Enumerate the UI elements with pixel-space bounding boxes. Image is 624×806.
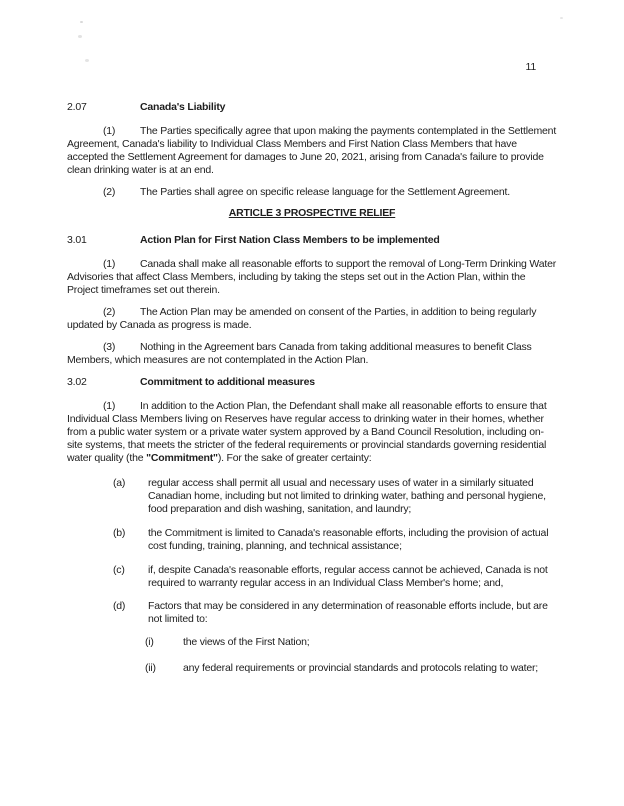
sublist-item-i xyxy=(67,636,557,649)
paragraph-3-02-1 xyxy=(67,400,557,465)
paragraph-text: Canada shall make all reasonable efforts to support the removal of Long-Term Drinking Water Advisories that affect Class Members, including by taking the steps set out in the Action Plan, within the Project timeframes set out therein. xyxy=(67,258,557,296)
paragraph-3-01-2 xyxy=(67,306,557,332)
scan-speck xyxy=(78,35,82,38)
paragraph-text: The Parties shall agree on specific release language for the Settlement Agreement. xyxy=(140,186,510,198)
sublist-item-ii xyxy=(67,662,557,675)
section-number: 3.02 xyxy=(67,376,87,388)
section-3-02-heading xyxy=(67,376,557,389)
list-item-text: Factors that may be considered in any determination of reasonable efforts include, but are not limited to: xyxy=(148,600,548,625)
list-item-marker: (b) xyxy=(113,527,126,539)
paragraph-2-07-2 xyxy=(67,186,557,199)
scan-speck xyxy=(560,17,563,19)
paragraph-marker: (3) xyxy=(103,341,116,353)
list-item-text: the Commitment is limited to Canada's reasonable efforts, including the provision of actual cost funding, training, planning, and technical assistance; xyxy=(148,527,549,552)
section-number: 3.01 xyxy=(67,234,87,246)
section-3-01-heading xyxy=(67,234,557,247)
list-item-text: regular access shall permit all usual and necessary uses of water in a similarly situated Canadian home, including but not limited to drinking water, bathing and personal hygiene, food preparation and dish washing, sanitation, and laundry; xyxy=(148,477,546,515)
list-item-marker: (c) xyxy=(113,564,125,576)
list-item-a xyxy=(67,477,557,516)
page-content xyxy=(67,101,557,688)
paragraph-3-01-1 xyxy=(67,258,557,297)
paragraph-marker: (1) xyxy=(103,125,116,137)
list-item-marker: (d) xyxy=(113,600,126,612)
list-item-marker: (a) xyxy=(113,477,126,489)
paragraph-text: The Action Plan may be amended on consent of the Parties, in addition to being regularly updated by Canada as progress is made. xyxy=(67,306,537,331)
paragraph-text: In addition to the Action Plan, the Defendant shall make all reasonable efforts to ensure that Individual Class Members living on Reserves have regular access to drinking water in their homes, whether from a public water system or a private water system approved by a Band Council Resolution, including on-site systems, that meets the stricter of the federal requirements or provincial standards governing residential water quality (the xyxy=(67,400,547,464)
paragraph-text: The Parties specifically agree that upon making the payments contemplated in the Settlement Agreement, Canada's liability to Individual Class Members and First Nation Class Members that have accepted the Settlement Agreement for damages to June 20, 2021, arising from Canada's failure to provide clean drinking water is at an end. xyxy=(67,125,557,176)
sublist-item-text: the views of the First Nation; xyxy=(183,636,310,648)
list-item-c xyxy=(67,564,557,590)
paragraph-marker: (2) xyxy=(103,306,116,318)
sublist-item-marker: (ii) xyxy=(145,662,156,674)
article-3-heading: ARTICLE 3 PROSPECTIVE RELIEF xyxy=(228,207,396,219)
paragraph-2-07-1 xyxy=(67,125,557,177)
page-number: 11 xyxy=(525,61,536,73)
list-item-text: if, despite Canada's reasonable efforts, regular access cannot be achieved, Canada is not required to warranty regular access in an Individual Class Member's home; and, xyxy=(148,564,548,589)
scan-speck xyxy=(80,21,83,23)
paragraph-text: Nothing in the Agreement bars Canada from taking additional measures to benefit Class Members, which measures are not contemplated in the Action Plan. xyxy=(67,341,532,366)
paragraph-text: ). For the sake of greater certainty: xyxy=(217,452,372,464)
scan-speck xyxy=(85,59,89,62)
section-number: 2.07 xyxy=(67,101,87,113)
paragraph-3-01-3 xyxy=(67,341,557,367)
list-item-b xyxy=(67,527,557,553)
section-title: Action Plan for First Nation Class Members to be implemented xyxy=(140,234,440,246)
sublist-item-marker: (i) xyxy=(145,636,154,648)
paragraph-marker: (2) xyxy=(103,186,116,198)
paragraph-marker: (1) xyxy=(103,258,116,270)
paragraph-marker: (1) xyxy=(103,400,116,412)
section-title: Canada's Liability xyxy=(140,101,226,113)
sublist-item-text: any federal requirements or provincial standards and protocols relating to water; xyxy=(183,662,538,674)
list-item-d xyxy=(67,600,557,626)
section-2-07-heading xyxy=(67,101,557,114)
section-title: Commitment to additional measures xyxy=(140,376,315,388)
defined-term-commitment: "Commitment" xyxy=(146,452,218,464)
